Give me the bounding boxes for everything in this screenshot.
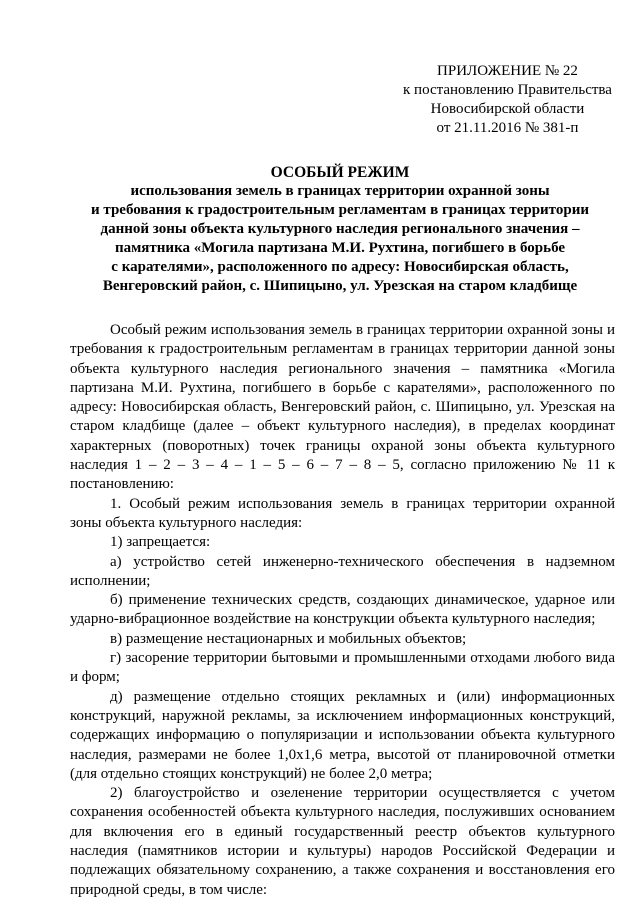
appendix-date: от 21.11.2016 № 381-п: [436, 120, 579, 136]
title-line: данной зоны объекта культурного наследия регионального значения –: [100, 221, 580, 237]
title-line: Венгеровский район, с. Шипицыно, ул. Урезская на старом кладбище: [102, 278, 578, 294]
title-line: и требования к градостроительным регламентам в границах территории: [91, 202, 589, 218]
document-title: [70, 163, 610, 296]
body-paragraph-item-b: б) применение технических средств, создающих динамическое, ударное или ударно-вибрационное воздействие на конструкции объекта культурного наследия;: [70, 592, 615, 628]
body-paragraph-item-v: в) размещение нестационарных и мобильных объектов;: [110, 630, 467, 647]
body-paragraph-item-a: а) устройство сетей инженерно-технического обеспечения в надземном исполнении;: [70, 553, 615, 589]
main-title: ОСОБЫЙ РЕЖИМ: [270, 164, 410, 181]
body-paragraph-prohibited: 1) запрещается:: [110, 534, 211, 551]
appendix-header: [400, 62, 615, 138]
body-paragraph-item-g: г) засорение территории бытовыми и промышленными отходами любого вида и форм;: [70, 650, 615, 686]
title-line: использования земель в границах территории охранной зоны: [130, 183, 550, 199]
body-paragraph-section-1: 1. Особый режим использования земель в границах территории охранной зоны объекта культурного наследия:: [70, 495, 615, 531]
document-body: [70, 321, 615, 900]
appendix-reference: к постановлению Правительства: [403, 82, 612, 98]
title-line: памятника «Могила партизана М.И. Рухтина, погибшего в борьбе: [114, 240, 566, 256]
appendix-number: ПРИЛОЖЕНИЕ № 22: [437, 63, 578, 79]
body-paragraph-intro: Особый режим использования земель в границах территории охранной зоны и требования к градостроительным регламентам в границах территории данной зоны объекта культурного наследия регионального значения – памятника «Могила партизана М.И. Рухтина, погибшего в борьбе с карателями», расположенного по адресу: Новосибирская область, Венгеровский район, с. Шипицыно, ул. Урезская на старом кладбище (далее – объект культурного наследия), в пределах координат характерных (поворотных) точек границы охраной зоны объекта культурного наследия 1 – 2 – 3 – 4 – 1 – 5 – 6 – 7 – 8 – 5, согласно приложению № 11 к постановлению:: [70, 322, 615, 493]
title-line: с карателями», расположенного по адресу: Новосибирская область,: [111, 259, 569, 275]
appendix-region: Новосибирской области: [430, 101, 585, 117]
body-paragraph-landscaping: 2) благоустройство и озеленение территории осуществляется с учетом сохранения особенностей объекта культурного наследия, послуживших основанием для включения его в единый государственный реестр объектов культурного наследия (памятников истории и культуры) народов Российской Федерации и подлежащих обязательному сохранению, а также сохранения и восстановления его природной среды, в том числе:: [70, 785, 615, 898]
body-paragraph-item-d: д) размещение отдельно стоящих рекламных и (или) информационных конструкций, наружной рекламы, за исключением информационных конструкций, содержащих информацию о популяризации и использовании объекта культурного наследия, размерами не более 1,0х1,6 метра, высотой от планировочной отметки (для отдельно стоящих конструкций) не более 2,0 метра;: [70, 688, 615, 782]
